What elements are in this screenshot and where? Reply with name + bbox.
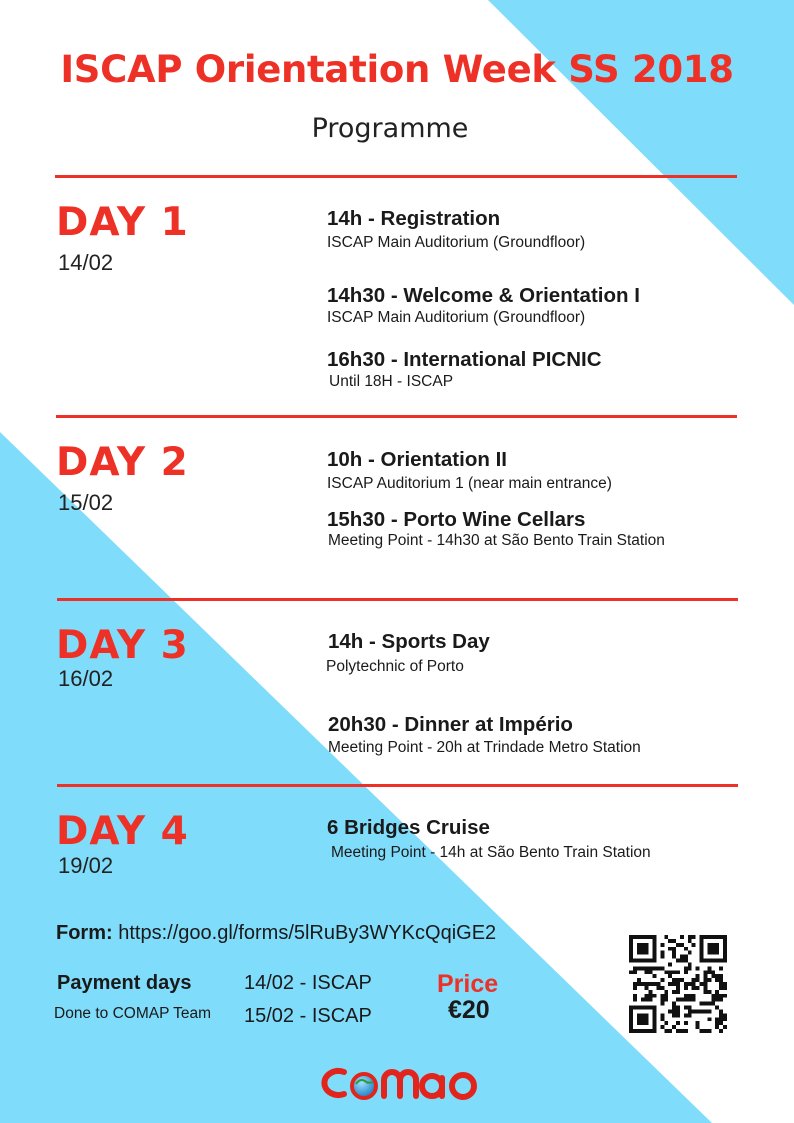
day-label: DAY 2: [56, 440, 189, 485]
event-location: Meeting Point - 14h at São Bento Train Station: [331, 844, 651, 861]
event-location: ISCAP Main Auditorium (Groundfloor): [327, 309, 586, 326]
event-location: Until 18H - ISCAP: [329, 373, 454, 390]
qr-code-icon[interactable]: [629, 935, 727, 1033]
day-date: 16/02: [58, 666, 114, 691]
day-label: DAY 3: [56, 623, 189, 668]
divider-top: [55, 175, 737, 178]
event-location: ISCAP Main Auditorium (Groundfloor): [327, 234, 586, 251]
form-line: [56, 922, 496, 945]
payment-note: Done to COMAP Team: [54, 1005, 212, 1022]
divider-day3: [57, 784, 738, 787]
event-title: 6 Bridges Cruise: [327, 816, 490, 839]
day-date: 15/02: [58, 490, 114, 515]
event-title: 20h30 - Dinner at Império: [328, 713, 573, 736]
divider-day1: [56, 415, 737, 418]
price-value: €20: [448, 996, 490, 1024]
event-location: ISCAP Auditorium 1 (near main entrance): [327, 475, 612, 492]
payment-title: Payment days: [57, 972, 192, 994]
event-location: Polytechnic of Porto: [326, 658, 464, 675]
day-label: DAY 4: [56, 809, 189, 854]
event-location: Meeting Point - 14h30 at São Bento Train Station: [328, 532, 665, 549]
page-title: ISCAP Orientation Week SS 2018: [60, 48, 734, 91]
event-title: 15h30 - Porto Wine Cellars: [327, 508, 586, 531]
payment-day: 15/02 - ISCAP: [244, 1005, 372, 1027]
event-title: 10h - Orientation II: [327, 448, 507, 471]
day-date: 14/02: [58, 250, 114, 275]
divider-day2: [57, 598, 738, 601]
page-subtitle: Programme: [311, 113, 469, 144]
payment-day: 14/02 - ISCAP: [244, 972, 372, 994]
price-label: Price: [437, 970, 499, 998]
day-label: DAY 1: [56, 200, 189, 245]
form-label: Form:: [56, 922, 113, 944]
event-title: 14h - Registration: [327, 207, 501, 230]
comap-logo-icon: [318, 1060, 482, 1106]
event-title: 14h - Sports Day: [328, 630, 490, 653]
event-title: 14h30 - Welcome & Orientation I: [327, 284, 640, 307]
event-title: 16h30 - International PICNIC: [327, 348, 602, 371]
form-link[interactable]: https://goo.gl/forms/5lRuBy3WYKcQqiGE2: [118, 922, 497, 944]
event-location: Meeting Point - 20h at Trindade Metro Station: [328, 739, 641, 756]
day-date: 19/02: [58, 853, 114, 878]
